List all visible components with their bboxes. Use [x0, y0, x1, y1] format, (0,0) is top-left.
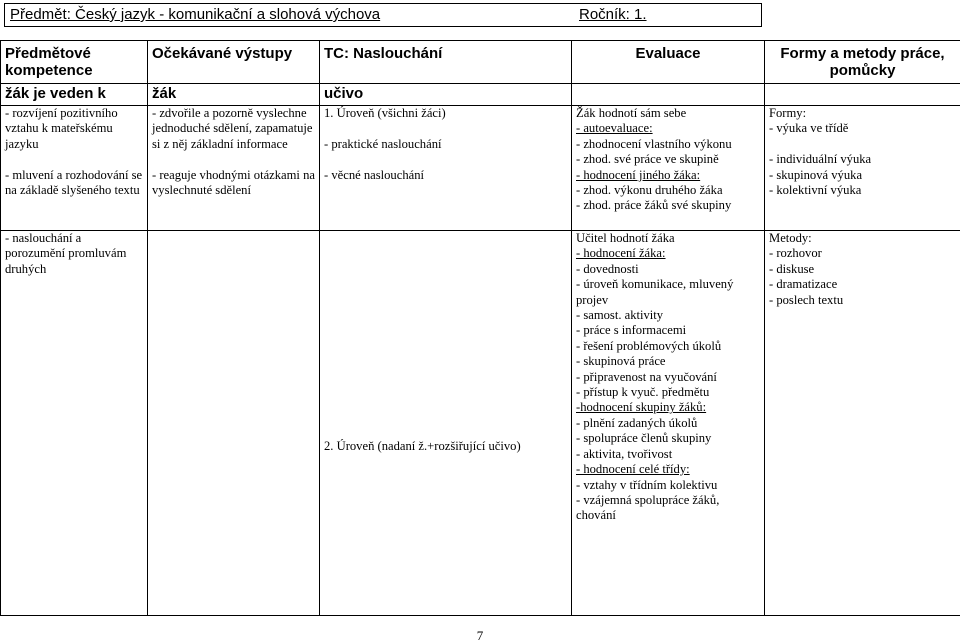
col-topic-sub: učivo [320, 84, 572, 106]
row1-competences: - rozvíjení pozitivního vztahu k mateřskému jazyku - mluvení a rozhodování se na základě slyšeného textu [1, 106, 148, 231]
col-competences-sub: žák je veden k [1, 84, 148, 106]
subject-header [4, 3, 762, 27]
col-competences-header: Předmětové kompetence [1, 41, 148, 84]
grade-label: Ročník: 1. [579, 6, 647, 23]
row1-forms: Formy: - výuka ve třídě - individuální výuka - skupinová výuka - kolektivní výuka [765, 106, 960, 231]
row2-competences: - naslouchání a porozumění promluvám druhých [1, 231, 148, 616]
col-methods-sub [765, 84, 960, 106]
page-number: 7 [0, 628, 960, 644]
col-evaluation-sub [572, 84, 765, 106]
col-outcomes-sub: žák [148, 84, 320, 106]
subject-title: Předmět: Český jazyk - komunikační a slohová výchova [10, 6, 380, 23]
col-evaluation-header: Evaluace [572, 41, 765, 84]
col-outcomes-header: Očekávané výstupy [148, 41, 320, 84]
row2-methods: Metody: - rozhovor - diskuse - dramatizace - poslech textu [765, 231, 960, 616]
row2-outcomes [148, 231, 320, 616]
col-topic-header: TC: Naslouchání [320, 41, 572, 84]
curriculum-table [0, 40, 960, 616]
row2-topics: 2. Úroveň (nadaní ž.+rozšiřující učivo) [320, 231, 572, 616]
row1-topics: 1. Úroveň (všichni žáci) - praktické naslouchání - věcné naslouchání [320, 106, 572, 231]
row1-outcomes: - zdvořile a pozorně vyslechne jednoduché sdělení, zapamatuje si z něj základní informace - reaguje vhodnými otázkami na vyslechnuté sdělení [148, 106, 320, 231]
row2-evaluation: Učitel hodnotí žáka - hodnocení žáka: - dovednosti - úroveň komunikace, mluvený projev - samost. aktivity - práce s informacemi - řešení problémových úkolů - skupinová práce - připravenost na vyučování - přístup k vyuč. předmětu -hodnocení skupiny žáků: - plnění zadaných úkolů - spolupráce členů skupiny - aktivita, tvořivost - hodnocení celé třídy: - vztahy v třídním kolektivu - vzájemná spolupráce žáků, chování [572, 231, 765, 616]
row1-evaluation: Žák hodnotí sám sebe - autoevaluace: - zhodnocení vlastního výkonu - zhod. své práce ve skupině - hodnocení jiného žáka: - zhod. výkonu druhého žáka - zhod. práce žáků své skupiny [572, 106, 765, 231]
col-methods-header: Formy a metody práce, pomůcky [765, 41, 960, 84]
